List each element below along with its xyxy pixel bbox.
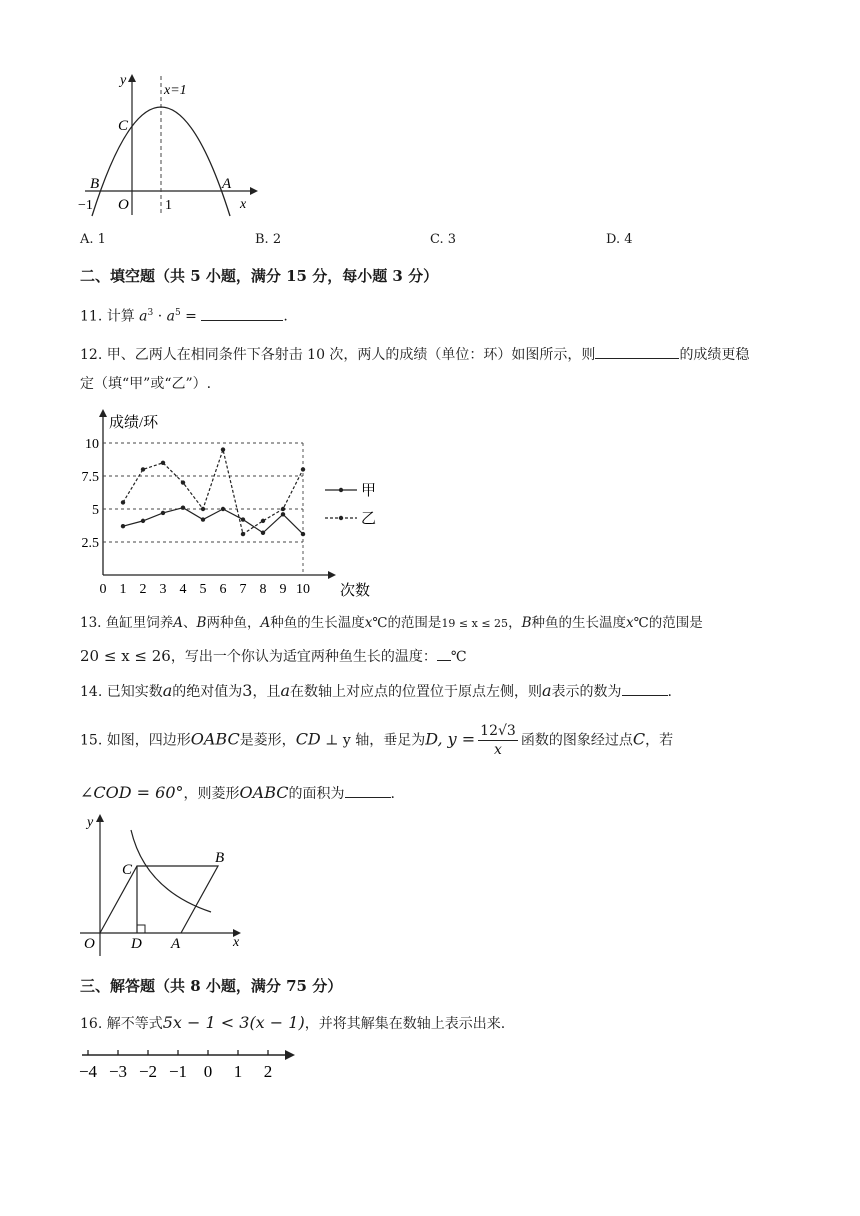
tick-neg1-label: −1 bbox=[78, 198, 93, 213]
q13-t3: 种鱼的生长温度 bbox=[270, 615, 365, 631]
q13-a2: A bbox=[260, 615, 271, 631]
data-point-series0 bbox=[181, 505, 185, 509]
q15-oabc2: OABC bbox=[239, 783, 289, 802]
option-b: B. 2 bbox=[255, 232, 282, 247]
data-point-series0 bbox=[141, 519, 145, 523]
q14-t2: 的绝对值为 bbox=[172, 684, 243, 700]
x-tick-label: 3 bbox=[159, 582, 167, 597]
point-a-label: A bbox=[171, 936, 181, 952]
q15-t4: 函数的图象经过点 bbox=[520, 732, 633, 749]
q13-t6: 种鱼的生长温度 bbox=[531, 615, 626, 631]
x-axis-arrow-icon bbox=[328, 571, 336, 579]
y-label: y bbox=[87, 815, 94, 830]
y-axis-arrow-icon bbox=[99, 409, 107, 417]
q14-a3: a bbox=[542, 681, 552, 700]
x-tick-label: 8 bbox=[259, 582, 267, 597]
option-a: A. 1 bbox=[80, 232, 106, 247]
q13-x: x bbox=[364, 615, 373, 631]
q15-dy: D, y = bbox=[425, 729, 476, 749]
question-16 bbox=[80, 1012, 505, 1035]
q12-number: 12. bbox=[80, 347, 103, 363]
data-point-series1 bbox=[261, 519, 265, 523]
rhombus-shape bbox=[100, 866, 218, 933]
data-point-series0 bbox=[221, 507, 225, 511]
question-15-line2 bbox=[80, 782, 395, 805]
point-b-label: B bbox=[215, 850, 225, 866]
q15-t5: ，若 bbox=[645, 732, 674, 749]
q12-text-post: 的成绩更稳 bbox=[679, 347, 750, 363]
data-point-series0 bbox=[121, 524, 125, 528]
data-point-series1 bbox=[181, 480, 185, 484]
tick-1-label: 1 bbox=[165, 198, 172, 213]
score-line-chart bbox=[81, 405, 395, 600]
q11-exp3: 3 bbox=[147, 308, 154, 318]
q15-t7: 的面积为 bbox=[288, 786, 345, 802]
q13-t4: 的范围是 bbox=[387, 615, 442, 631]
data-point-series0 bbox=[301, 532, 305, 536]
data-point-series0 bbox=[281, 512, 285, 516]
question-12-line2: 定（填“甲”或“乙”）. bbox=[80, 376, 212, 392]
q13-sep: 、 bbox=[183, 615, 197, 631]
q12-text-pre: 甲、乙两人在相同条件下各射击 10 次，两人的成绩（单位：环）如图所示，则 bbox=[106, 347, 596, 363]
x-axis-label: x bbox=[240, 197, 247, 212]
number-line-tick-label: −1 bbox=[168, 1062, 188, 1081]
y-axis-arrow-icon bbox=[128, 74, 136, 82]
q15-perp: ⊥ bbox=[325, 732, 339, 749]
q13-number: 13. bbox=[80, 615, 102, 631]
legend-marker-0 bbox=[339, 488, 343, 492]
q13-deg2: ℃ bbox=[633, 615, 649, 631]
question-13-line1 bbox=[80, 612, 703, 635]
q13-a: A bbox=[173, 615, 184, 631]
x-label: x bbox=[233, 935, 240, 950]
q13-b2: B bbox=[521, 615, 532, 631]
x-tick-label: 6 bbox=[219, 582, 227, 597]
x-tick-label: 7 bbox=[239, 582, 247, 597]
q15-t2: 是菱形， bbox=[239, 732, 296, 749]
q16-t1: 解不等式 bbox=[106, 1016, 163, 1032]
q11-base-a2: a bbox=[166, 308, 175, 325]
q13-answer-blank[interactable] bbox=[437, 646, 451, 661]
legend-label-1: 乙 bbox=[361, 511, 377, 527]
y-tick-label: 2.5 bbox=[81, 536, 99, 551]
question-14 bbox=[80, 680, 672, 703]
q13-t7: 的范围是 bbox=[648, 615, 703, 631]
origin-label: O bbox=[84, 936, 95, 952]
series-line-0 bbox=[123, 508, 303, 534]
q15-answer-blank[interactable] bbox=[345, 783, 391, 798]
y-tick-label: 10 bbox=[85, 437, 99, 452]
q15-number: 15. bbox=[80, 732, 103, 749]
q13-range1: 19 ≤ x ≤ 25 bbox=[441, 617, 509, 630]
number-line-tick-label: 0 bbox=[203, 1062, 213, 1081]
q15-frac-num: 12√3 bbox=[480, 723, 516, 739]
legend-label-0: 甲 bbox=[361, 483, 377, 499]
q14-end: . bbox=[667, 684, 672, 700]
q16-number: 16. bbox=[80, 1016, 103, 1032]
q11-eq: = bbox=[185, 308, 197, 325]
q13-deg: ℃ bbox=[372, 615, 388, 631]
number-line bbox=[72, 1045, 302, 1085]
q13-x2: x bbox=[625, 615, 634, 631]
point-c-label: C bbox=[118, 118, 129, 134]
option-d: D. 4 bbox=[606, 232, 633, 247]
y-tick-label: 5 bbox=[92, 503, 99, 518]
data-point-series1 bbox=[121, 500, 125, 504]
number-line-tick-label: −3 bbox=[108, 1062, 128, 1081]
data-point-series0 bbox=[241, 517, 245, 521]
number-line-arrow-icon bbox=[285, 1050, 295, 1060]
parabola-figure bbox=[70, 70, 270, 220]
q15-oabc: OABC bbox=[190, 729, 240, 749]
q16-t2: ，并将其解集在数轴上表示出来. bbox=[304, 1016, 506, 1032]
number-line-tick-label: 2 bbox=[263, 1062, 273, 1081]
number-line-tick-label: 1 bbox=[233, 1062, 243, 1081]
x-tick-label: 2 bbox=[139, 582, 147, 597]
section-2-title: 二、填空题（共 5 小题，满分 15 分，每小题 3 分） bbox=[80, 267, 439, 285]
q15-angle: ∠COD = 60° bbox=[80, 783, 184, 802]
q13-t8: ，写出一个你认为适宜两种鱼生长的温度： bbox=[170, 649, 437, 665]
x-axis-arrow-icon bbox=[250, 187, 258, 195]
x-axis-title: 次数 bbox=[340, 583, 371, 599]
point-d-label: D bbox=[131, 936, 142, 952]
data-point-series1 bbox=[201, 507, 205, 511]
q13-t5: ， bbox=[508, 615, 522, 631]
q14-answer-blank[interactable] bbox=[622, 681, 668, 696]
y-axis-label: y bbox=[120, 73, 127, 88]
q13-b: B bbox=[196, 615, 207, 631]
q11-end: . bbox=[283, 308, 288, 325]
q14-t1: 已知实数 bbox=[106, 684, 163, 700]
q11-base-a: a bbox=[139, 308, 148, 325]
q16-inequality: 5x − 1 < 3(x − 1) bbox=[162, 1013, 305, 1032]
x-tick-label: 5 bbox=[199, 582, 207, 597]
q12-answer-blank[interactable] bbox=[595, 344, 679, 359]
x-tick-label: 0 bbox=[99, 582, 107, 597]
q14-t5: 表示的数为 bbox=[551, 684, 622, 700]
origin-label: O bbox=[118, 197, 129, 213]
q14-a2: a bbox=[280, 681, 290, 700]
q15-t1: 如图，四边形 bbox=[106, 732, 191, 749]
data-point-series1 bbox=[241, 532, 245, 536]
point-c-label: C bbox=[122, 862, 133, 878]
q15-fraction bbox=[478, 722, 518, 759]
option-c: C. 3 bbox=[430, 232, 457, 247]
data-point-series1 bbox=[301, 467, 305, 471]
q13-unit: ℃ bbox=[450, 649, 467, 665]
q15-cd: CD bbox=[295, 729, 321, 749]
number-line-tick-label: −4 bbox=[78, 1062, 98, 1081]
data-point-series0 bbox=[261, 531, 265, 535]
data-point-series0 bbox=[201, 517, 205, 521]
q14-t4: 在数轴上对应点的位置位于原点左侧，则 bbox=[290, 684, 542, 700]
q13-range2: 20 ≤ x ≤ 26 bbox=[80, 647, 171, 665]
question-12-line1 bbox=[80, 344, 749, 366]
q13-t1: 鱼缸里饲养 bbox=[105, 615, 174, 631]
q11-answer-blank[interactable] bbox=[201, 306, 283, 321]
question-11 bbox=[80, 302, 288, 328]
q11-text: 计算 bbox=[106, 308, 135, 325]
q14-t3: ，且 bbox=[252, 684, 281, 700]
q14-number: 14. bbox=[80, 684, 103, 700]
q15-t6: ，则菱形 bbox=[183, 786, 240, 802]
x-tick-label: 10 bbox=[296, 582, 310, 597]
y-axis-arrow-icon bbox=[96, 814, 104, 822]
x-tick-label: 1 bbox=[119, 582, 127, 597]
point-b-label: B bbox=[90, 176, 100, 192]
x-tick-label: 9 bbox=[279, 582, 287, 597]
rhombus-figure bbox=[75, 808, 265, 958]
section-3-title: 三、解答题（共 8 小题，满分 75 分） bbox=[80, 977, 343, 995]
data-point-series1 bbox=[281, 507, 285, 511]
data-point-series1 bbox=[221, 447, 225, 451]
q14-three: 3 bbox=[242, 681, 253, 700]
q11-number: 11. bbox=[80, 308, 103, 325]
y-axis-title: 成绩/环 bbox=[109, 415, 159, 431]
point-a-label: A bbox=[222, 176, 232, 192]
number-line-tick-label: −2 bbox=[138, 1062, 158, 1081]
q11-dot: · bbox=[157, 308, 163, 325]
y-tick-label: 7.5 bbox=[81, 470, 99, 485]
q11-exp5: 5 bbox=[174, 308, 181, 318]
q15-c: C bbox=[632, 729, 646, 749]
q15-end: . bbox=[390, 786, 395, 802]
right-angle-mark bbox=[137, 925, 145, 933]
data-point-series1 bbox=[141, 467, 145, 471]
question-15-line1 bbox=[80, 722, 673, 759]
data-point-series0 bbox=[161, 511, 165, 515]
q15-frac-den: x bbox=[494, 742, 502, 758]
q13-t2: 两种鱼， bbox=[206, 615, 261, 631]
q14-a: a bbox=[162, 681, 173, 700]
symmetry-line-label: x=1 bbox=[164, 83, 187, 98]
data-point-series1 bbox=[161, 461, 165, 465]
q15-t3: y 轴，垂足为 bbox=[342, 732, 426, 749]
question-13-line2 bbox=[80, 645, 467, 668]
legend-marker-1 bbox=[339, 516, 343, 520]
x-tick-label: 4 bbox=[179, 582, 187, 597]
